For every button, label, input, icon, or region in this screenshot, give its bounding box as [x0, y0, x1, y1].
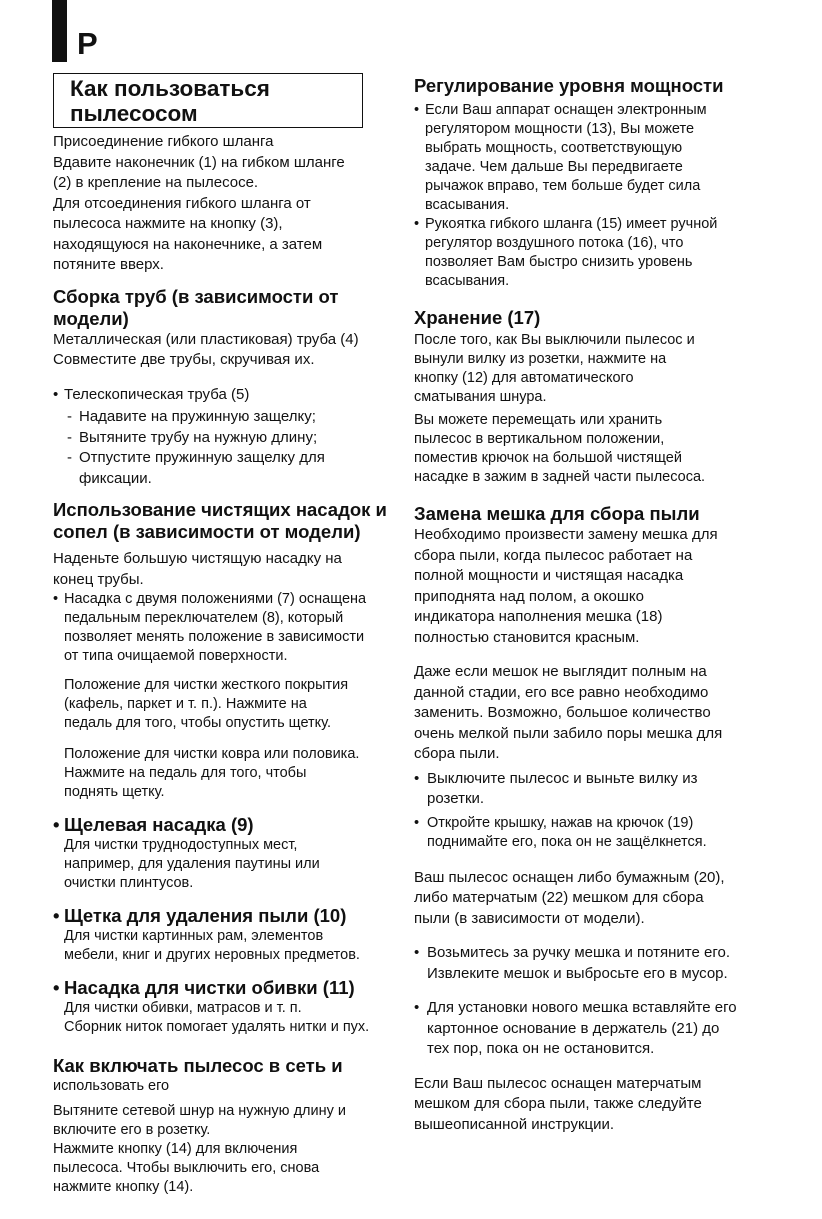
tubes-heading-2: модели): [53, 307, 129, 329]
bag-text-11: сбора пыли.: [414, 745, 500, 762]
suction-bullet-2-line-1: • Рукоятка гибкого шланга (15) имеет ручной: [414, 215, 754, 234]
tubes-heading-1: Сборка труб (в зависимости от: [53, 285, 339, 307]
two-position-text-4: от типа очищаемой поверхности.: [64, 648, 288, 664]
storage-text-5: Вы можете перемещать или хранить: [414, 412, 663, 428]
bag-bullet-4-line-2: картонное основание в держатель (21) до: [427, 1019, 720, 1037]
power-text-5: нажмите кнопку (14).: [53, 1179, 194, 1195]
page-title-line-2: пылесосом: [70, 101, 198, 126]
hose-text-2: (2) в крепление на пылесосе.: [53, 174, 259, 191]
two-position-bullet: • Насадка с двумя положениями (7) оснащена: [53, 590, 403, 609]
bag-bullet-3-line-2: Извлеките мешок и выбросьте его в мусор.: [427, 964, 728, 982]
carpet-text-1: Положение для чистки ковра или половика.: [64, 746, 360, 762]
suction-section: [414, 75, 754, 291]
power-text-1: Вытяните сетевой шнур на нужную длину и: [53, 1103, 346, 1119]
storage-section: [414, 307, 754, 487]
suction-bullet-2-line-3: позволяет Вам быстро снизить уровень: [425, 254, 693, 270]
bag-section: [414, 503, 754, 1135]
hose-text-5: находящуюся на наконечнике, а затем: [53, 235, 323, 253]
hose-text-1: Вдавите наконечник (1) на гибком шланге: [53, 153, 345, 171]
language-tab-bar: [52, 0, 67, 62]
bag-text-1: Необходимо произвести замену мешка для: [414, 526, 718, 543]
crevice-text-1: Для чистки труднодоступных мест,: [64, 837, 298, 853]
upholstery-section: [53, 977, 403, 1037]
storage-text-2: вынули вилку из розетки, нажмите на: [414, 351, 667, 367]
left-column: [53, 73, 403, 1197]
nozzles-text-2: конец трубы.: [53, 570, 144, 588]
upholstery-text-2: Сборник ниток помогает удалять нитки и пух.: [64, 1019, 370, 1035]
storage-text-7: поместив крючок на большой чистящей: [414, 450, 682, 466]
carpet-text-3: поднять щетку.: [64, 784, 165, 800]
crevice-section: [53, 814, 403, 893]
tubes-text-1: Металлическая (или пластиковая) труба (4): [53, 330, 359, 348]
bag-text-6: полностью становится красным.: [414, 628, 640, 646]
bag-text-9: заменить. Возможно, большое количество: [414, 704, 711, 721]
bag-bullet-4-line-3: тех пор, пока он не остановится.: [427, 1040, 655, 1057]
power-text-3: Нажмите кнопку (14) для включения: [53, 1141, 298, 1157]
bag-heading: Замена мешка для сбора пыли: [414, 503, 700, 524]
dust-brush-section: [53, 905, 403, 965]
tubes-text-2: Совместите две трубы, скручивая их.: [53, 351, 315, 368]
suction-bullet-1-line-4: задаче. Чем дальше Вы передвигаете: [425, 159, 683, 175]
storage-text-3: кнопку (12) для автоматического: [414, 370, 634, 386]
upholstery-heading: • Насадка для чистки обивки (11): [53, 977, 403, 999]
carpet-text-2: Нажмите на педаль для того, чтобы: [64, 765, 307, 781]
power-section: [53, 1055, 403, 1197]
hard-floor-text-1: Положение для чистки жесткого покрытия: [64, 677, 349, 693]
telescopic-step-2: - Вытяните трубу на нужную длину;: [53, 428, 403, 449]
bag-text-7: Даже если мешок не выглядит полным на: [414, 663, 707, 680]
bag-bullet-2-line-2: поднимайте его, пока он не защёлкнется.: [427, 833, 707, 850]
crevice-heading: • Щелевая насадка (9): [53, 814, 403, 836]
power-text-4: пылесоса. Чтобы выключить его, снова: [53, 1160, 320, 1176]
suction-bullet-1-line-3: выбрать мощность, соответствующую: [425, 140, 683, 156]
telescopic-step-1: - Надавите на пружинную защелку;: [53, 407, 403, 428]
two-position-text-2: педальным переключателем (8), который: [64, 610, 344, 626]
dust-brush-text-2: мебели, книг и других неровных предметов.: [64, 947, 360, 963]
page-title-line-1: Как пользоваться: [70, 76, 270, 101]
bag-bullet-2-line-1: • Откройте крышку, нажав на крючок (19): [414, 814, 754, 833]
tubes-section: [53, 286, 403, 490]
page-title-box: [53, 73, 363, 128]
nozzles-heading-2: сопел (в зависимости от модели): [53, 521, 361, 542]
bag-bullet-3-line-1: • Возьмитесь за ручку мешка и потяните его.: [414, 943, 754, 964]
suction-heading: Регулирование уровня мощности: [414, 75, 724, 96]
right-column: [414, 75, 754, 1135]
bag-text-8: данной стадии, его все равно необходимо: [414, 683, 709, 701]
suction-bullet-1-line-1: • Если Ваш аппарат оснащен электронным: [414, 101, 754, 120]
hose-section: [53, 132, 403, 276]
storage-heading: Хранение (17): [414, 307, 541, 328]
bag-text-5: индикатора наполнения мешка (18): [414, 608, 663, 625]
bag-bullet-1-line-1: • Выключите пылесос и выньте вилку из: [414, 769, 754, 790]
upholstery-text-1: Для чистки обивки, матрасов и т. п.: [64, 1000, 302, 1016]
bag-text-17: вышеописанной инструкции.: [414, 1115, 615, 1133]
nozzles-section: [53, 499, 403, 802]
nozzles-text-1: Наденьте большую чистящую насадку на: [53, 550, 342, 567]
bag-text-4: приподнята над полом, а окошко: [414, 587, 644, 605]
two-position-text-3: позволяет менять положение в зависимости: [64, 629, 365, 645]
storage-text-8: насадке в зажим в задней части пылесоса.: [414, 469, 706, 485]
bag-bullet-4-line-1: • Для установки нового мешка вставляйте его: [414, 998, 754, 1019]
dust-brush-heading: • Щетка для удаления пыли (10): [53, 905, 403, 927]
hose-text-4: пылесоса нажмите на кнопку (3),: [53, 215, 283, 232]
bag-bullet-1-line-2: розетки.: [427, 790, 485, 807]
storage-text-1: После того, как Вы выключили пылесос и: [414, 332, 695, 348]
bag-text-10: очень мелкой пыли забило поры мешка для: [414, 724, 723, 742]
power-text-2: включите его в розетку.: [53, 1122, 211, 1138]
storage-text-4: сматывания шнура.: [414, 389, 547, 405]
hose-text-6: потяните вверх.: [53, 256, 164, 273]
suction-bullet-1-line-2: регулятором мощности (13), Вы можете: [425, 121, 695, 137]
suction-bullet-2-line-4: всасывания.: [425, 273, 510, 289]
bag-text-12: Ваш пылесос оснащен либо бумажным (20),: [414, 868, 725, 886]
hard-floor-text-2: (кафель, паркет и т. п.). Нажмите на: [64, 696, 307, 712]
storage-text-6: пылесос в вертикальном положении,: [414, 431, 665, 447]
power-heading: Как включать пылесос в сеть и: [53, 1055, 343, 1076]
telescopic-step-3: - Отпустите пружинную защелку для: [53, 448, 403, 469]
bag-text-15: Если Ваш пылесос оснащен матерчатым: [414, 1074, 702, 1092]
bag-text-2: сбора пыли, когда пылесос работает на: [414, 546, 693, 564]
dust-brush-text-1: Для чистки картинных рам, элементов: [64, 928, 324, 944]
hard-floor-text-3: педаль для того, чтобы опустить щетку.: [64, 715, 331, 731]
suction-bullet-1-line-5: рычажок вправо, тем больше будет сила: [425, 178, 701, 194]
power-subheading: использовать его: [53, 1078, 170, 1094]
language-letter: P: [77, 26, 98, 61]
hose-text-3: Для отсоединения гибкого шланга от: [53, 194, 311, 212]
hose-subtitle: Присоединение гибкого шланга: [53, 133, 274, 150]
bag-text-16: мешком для сбора пыли, также следуйте: [414, 1095, 702, 1112]
nozzles-heading-1: Использование чистящих насадок и: [53, 499, 387, 520]
crevice-text-3: очистки плинтусов.: [64, 875, 194, 891]
bag-text-14: пыли (в зависимости от модели).: [414, 909, 645, 927]
suction-bullet-2-line-2: регулятор воздушного потока (16), что: [425, 235, 684, 251]
bag-text-13: либо матерчатым (22) мешком для сбора: [414, 889, 704, 906]
bag-text-3: полной мощности и чистящая насадка: [414, 567, 684, 584]
telescopic-step-3-cont: фиксации.: [79, 469, 152, 487]
telescopic-bullet: • Телескопическая труба (5): [53, 385, 403, 406]
suction-bullet-1-line-6: всасывания.: [425, 197, 510, 213]
crevice-text-2: например, для удаления паутины или: [64, 856, 320, 872]
